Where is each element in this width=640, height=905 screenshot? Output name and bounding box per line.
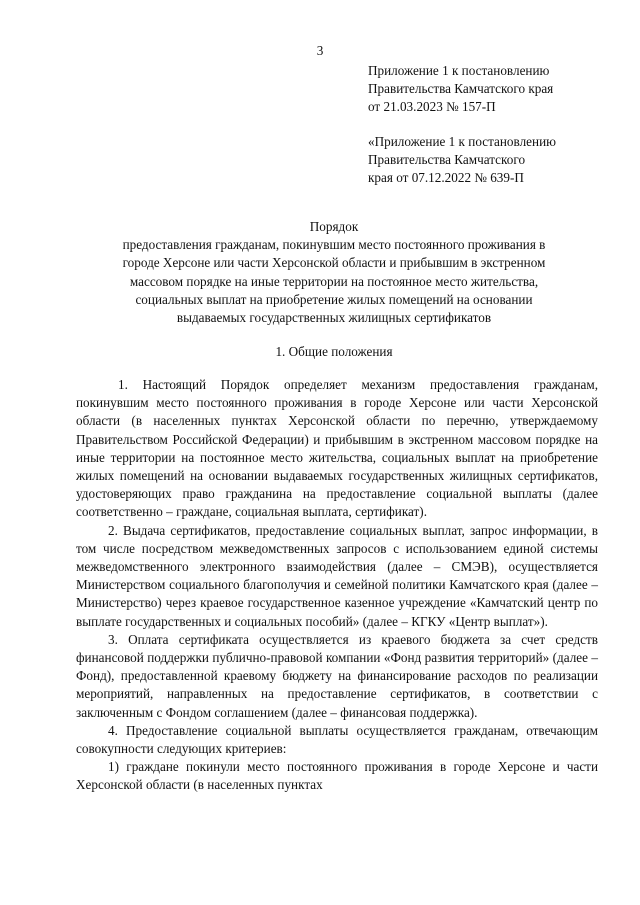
title-heading: Порядок <box>309 219 359 234</box>
page-number: 3 <box>316 43 324 58</box>
paragraph: 1) граждане покинули место постоянного проживания в городе Херсоне и части Херсонской области (в населенных пунктах <box>76 759 598 793</box>
document-title <box>70 218 598 327</box>
title-line: массовом порядке на иные территории на постоянное место жительства, <box>129 273 539 289</box>
title-line: предоставления гражданам, покинувшим место постоянного проживания в <box>122 237 546 253</box>
appendix-current-line: Приложение 1 к постановлению <box>368 63 550 78</box>
appendix-previous <box>368 133 596 188</box>
appendix-previous-line: Правительства Камчатского <box>368 152 526 168</box>
appendix-current-line: Правительства Камчатского края <box>368 81 554 97</box>
title-line: социальных выплат на приобретение жилых помещений на основании <box>135 291 533 307</box>
title-line: городе Херсоне или части Херсонской области и прибывшим в экстренном <box>122 255 546 271</box>
paragraph: 3. Оплата сертификата осуществляется из краевого бюджета за счет средств финансовой поддержки публично-правовой компании «Фонд развития территорий» (далее – Фонд), предоставленной краевому бюджету на финансирование расходов по реализации мероприятий, направленных на предоставление сертификатов, в соответствии с заключенным с Фондом соглашением (далее – финансовая поддержка). <box>76 631 598 720</box>
section-title: 1. Общие положения <box>275 344 393 359</box>
appendix-current-line: от 21.03.2023 № 157-П <box>368 99 496 115</box>
paragraph: 1. Настоящий Порядок определяет механизм предоставления гражданам, покинувшим место постоянного проживания в городе Херсоне или части Херсонской области (в населенных пунктах Херсонской области по перечню, утверждаемому Правительством Российской Федерации) и прибывшим в экстренном массовом порядке на иные территории на постоянное место жительства, социальных выплат на приобретение жилых помещений на основании выдаваемых государственных жилищных сертификатов, удостоверяющих право гражданина на предоставление социальной выплаты (далее соответственно – граждане, социальная выплата, сертификат). <box>76 377 598 520</box>
document-body <box>76 376 598 795</box>
paragraph: 2. Выдача сертификатов, предоставление социальных выплат, запрос информации, в том числе посредством межведомственных запросов с использованием единой системы межведомственного электронного взаимодействия (далее – СМЭВ), осуществляется Министерством социального благополучия и семейной политики Камчатского края (далее – Министерство) через краевое государственное казенное учреждение «Камчатский центр по выплате государственных и социальных пособий» (далее – КГКУ «Центр выплат»). <box>76 522 598 629</box>
paragraph: 4. Предоставление социальной выплаты осуществляется гражданам, отвечающим совокупности следующих критериев: <box>76 722 598 757</box>
appendix-previous-line: края от 07.12.2022 № 639-П <box>368 170 524 186</box>
appendix-previous-line: «Приложение 1 к постановлению <box>368 134 556 149</box>
title-line: выдаваемых государственных жилищных сертификатов <box>176 310 492 326</box>
appendix-current <box>368 62 596 117</box>
